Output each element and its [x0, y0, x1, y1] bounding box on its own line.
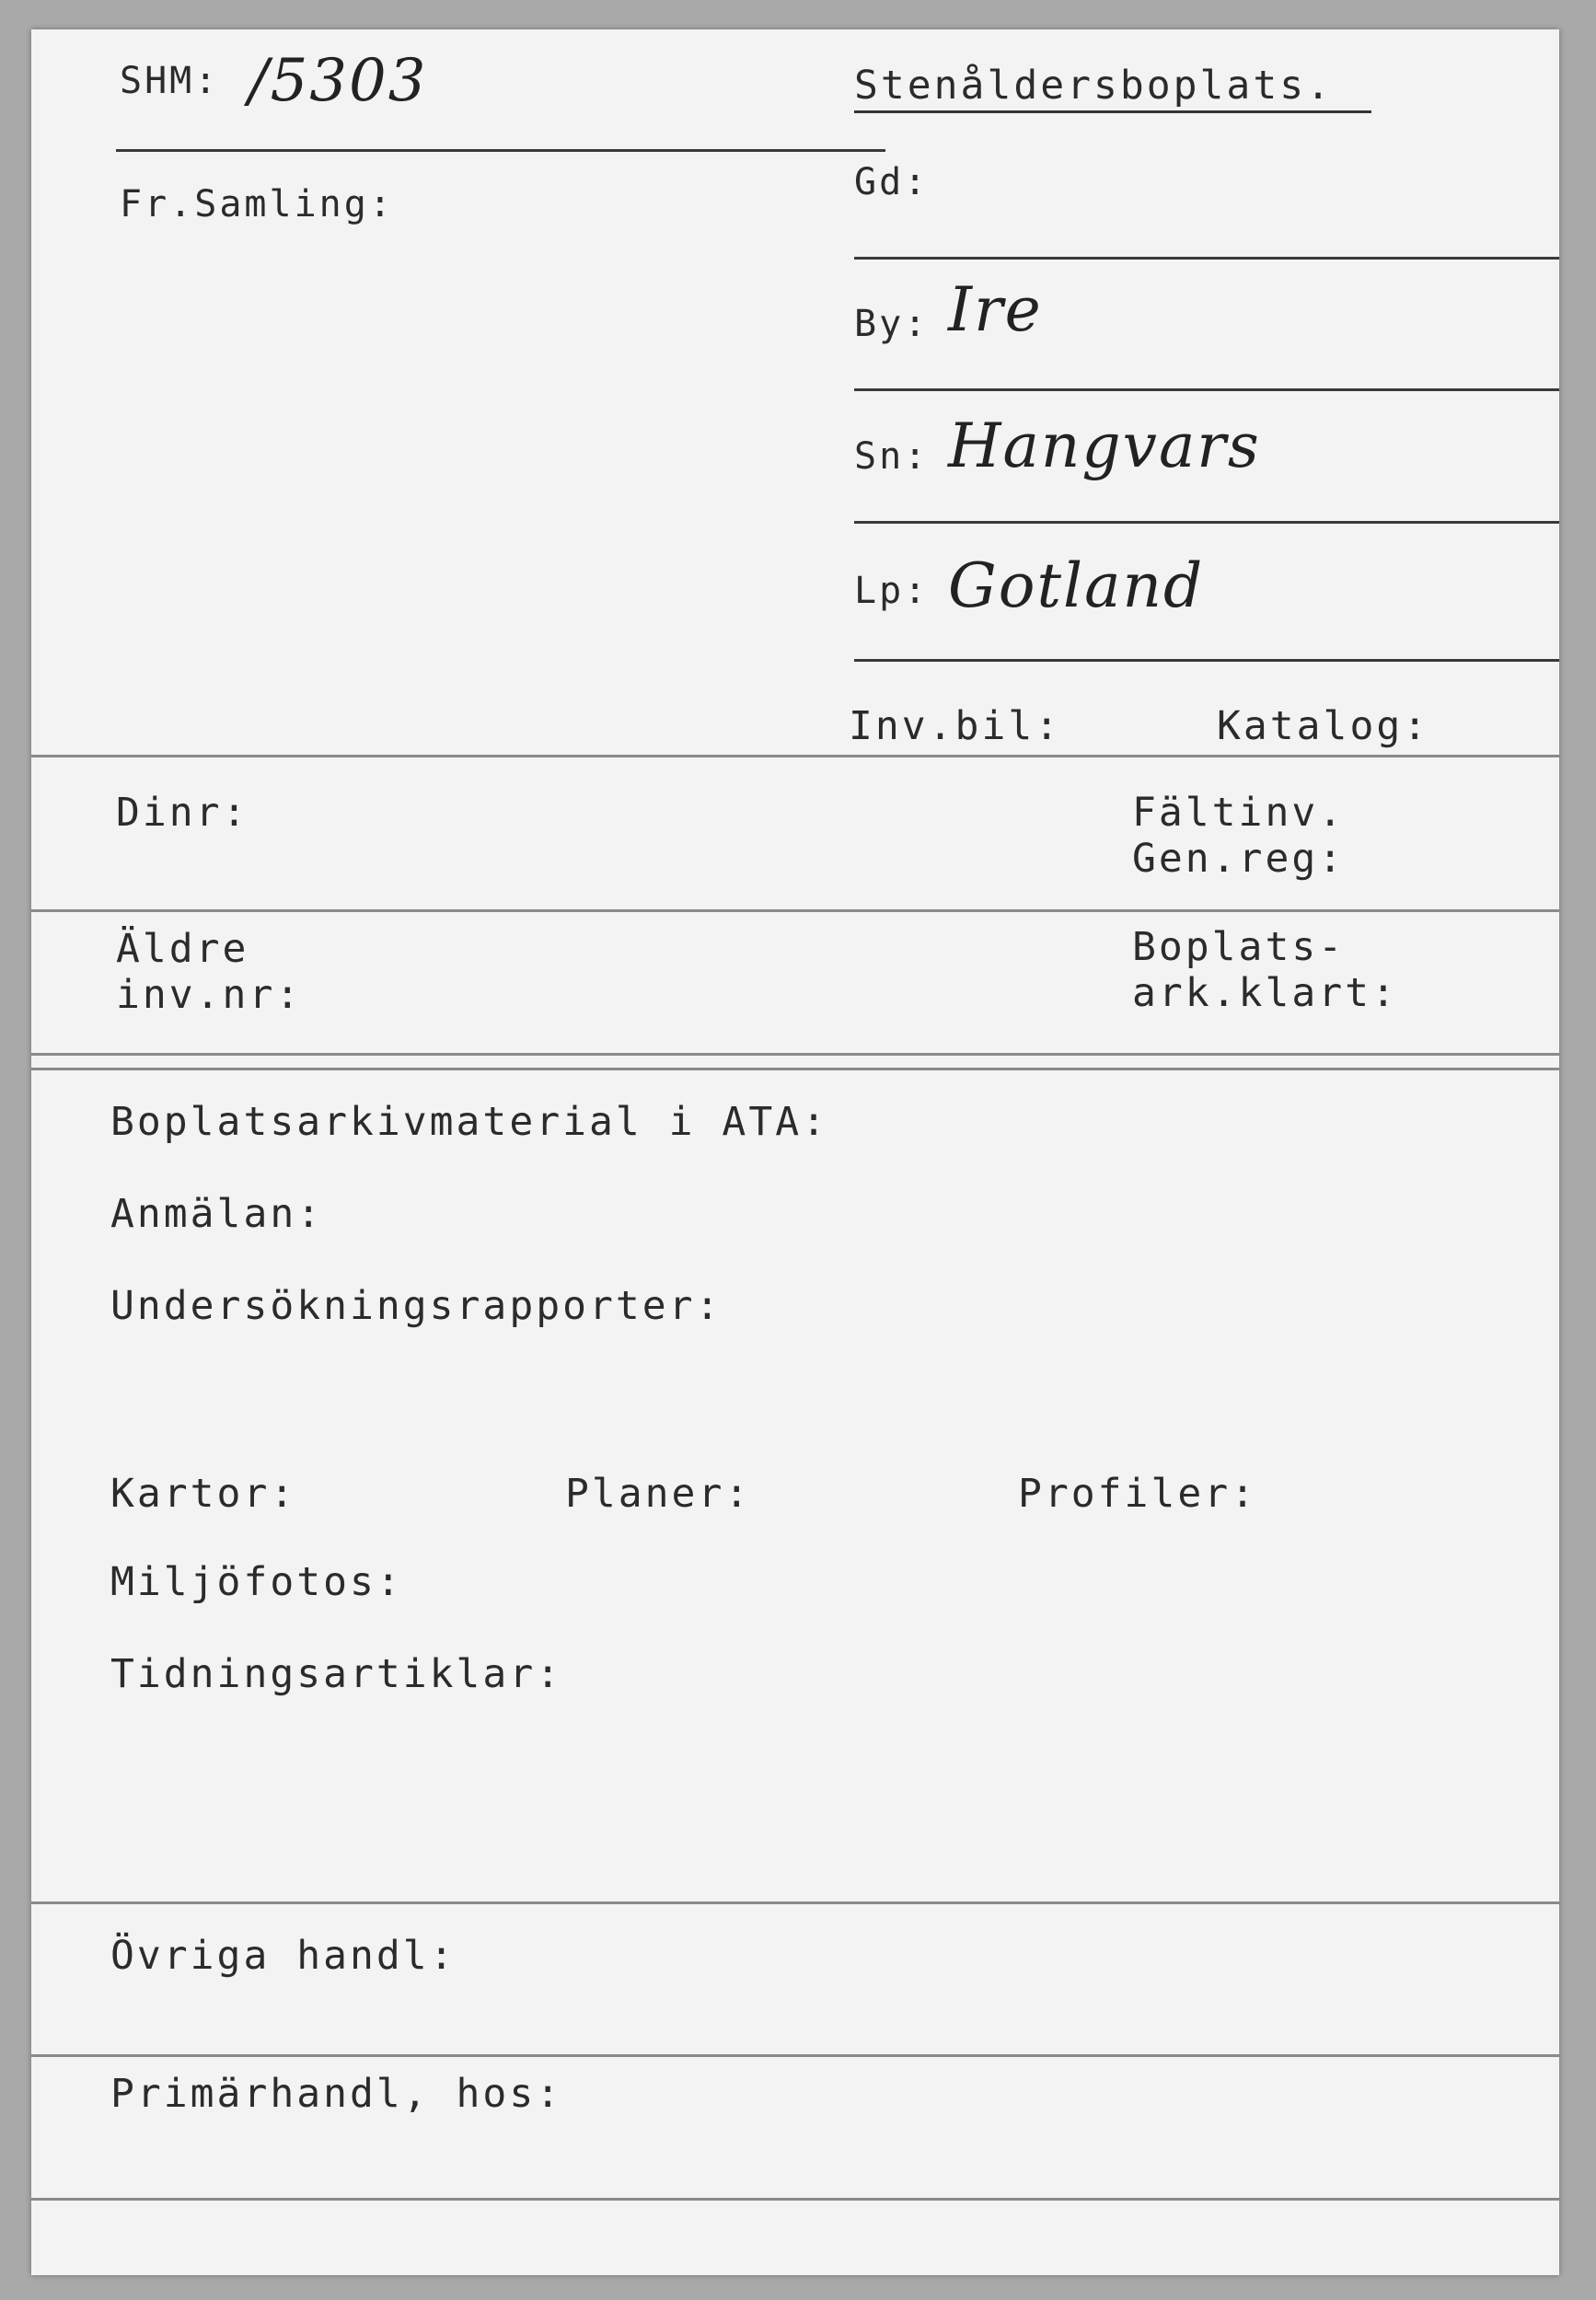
double-rule-bottom	[31, 1068, 1559, 1070]
anmalan-label: Anmälan:	[110, 1191, 324, 1237]
section-rule-4	[31, 2054, 1559, 2057]
by-value: Ire	[948, 274, 1043, 345]
inv-bil-label: Inv.bil:	[849, 703, 1062, 749]
sn-rule	[854, 521, 1559, 524]
sn-label: Sn:	[854, 435, 930, 478]
faltinv-label: Fältinv.	[1132, 790, 1346, 836]
planer-label: Planer:	[565, 1471, 752, 1517]
aldre-label: Äldre	[116, 926, 249, 972]
genreg-label: Gen.reg:	[1132, 836, 1346, 882]
shm-label: SHM:	[120, 60, 220, 102]
category-underline	[854, 110, 1371, 113]
gd-rule	[854, 257, 1559, 260]
section-rule-2	[31, 909, 1559, 912]
by-rule	[854, 388, 1559, 391]
invnr-label: inv.nr:	[116, 972, 303, 1018]
boplatsarkiv-label: Boplatsarkivmaterial i ATA:	[110, 1099, 828, 1145]
lp-value: Gotland	[948, 550, 1205, 621]
boplats-label: Boplats-	[1132, 924, 1346, 970]
section-rule-5	[31, 2198, 1559, 2201]
fr-samling-label: Fr.Samling:	[120, 183, 394, 225]
ovriga-label: Övriga handl:	[110, 1933, 457, 1979]
catalog-card	[31, 29, 1559, 2275]
double-rule-top	[31, 1053, 1559, 1056]
lp-label: Lp:	[854, 570, 930, 612]
arkklart-label: ark.klart:	[1132, 970, 1398, 1016]
katalog-label: Katalog:	[1217, 703, 1430, 749]
category-title: Stenåldersboplats.	[854, 63, 1333, 109]
dinr-label: Dinr:	[116, 790, 249, 836]
tidning-label: Tidningsartiklar:	[110, 1651, 563, 1697]
by-label: By:	[854, 303, 930, 345]
gd-label: Gd:	[854, 161, 930, 203]
sn-value: Hangvars	[948, 410, 1261, 481]
undersokning-label: Undersökningsrapporter:	[110, 1283, 723, 1329]
shm-value: /5303	[249, 47, 428, 115]
miljofotos-label: Miljöfotos:	[110, 1559, 403, 1605]
profiler-label: Profiler:	[1018, 1471, 1257, 1517]
section-rule-3	[31, 1901, 1559, 1904]
primar-label: Primärhandl, hos:	[110, 2071, 563, 2117]
section-rule-1	[31, 755, 1559, 757]
kartor-label: Kartor:	[110, 1471, 297, 1517]
shm-rule	[116, 149, 885, 152]
lp-rule	[854, 659, 1559, 662]
